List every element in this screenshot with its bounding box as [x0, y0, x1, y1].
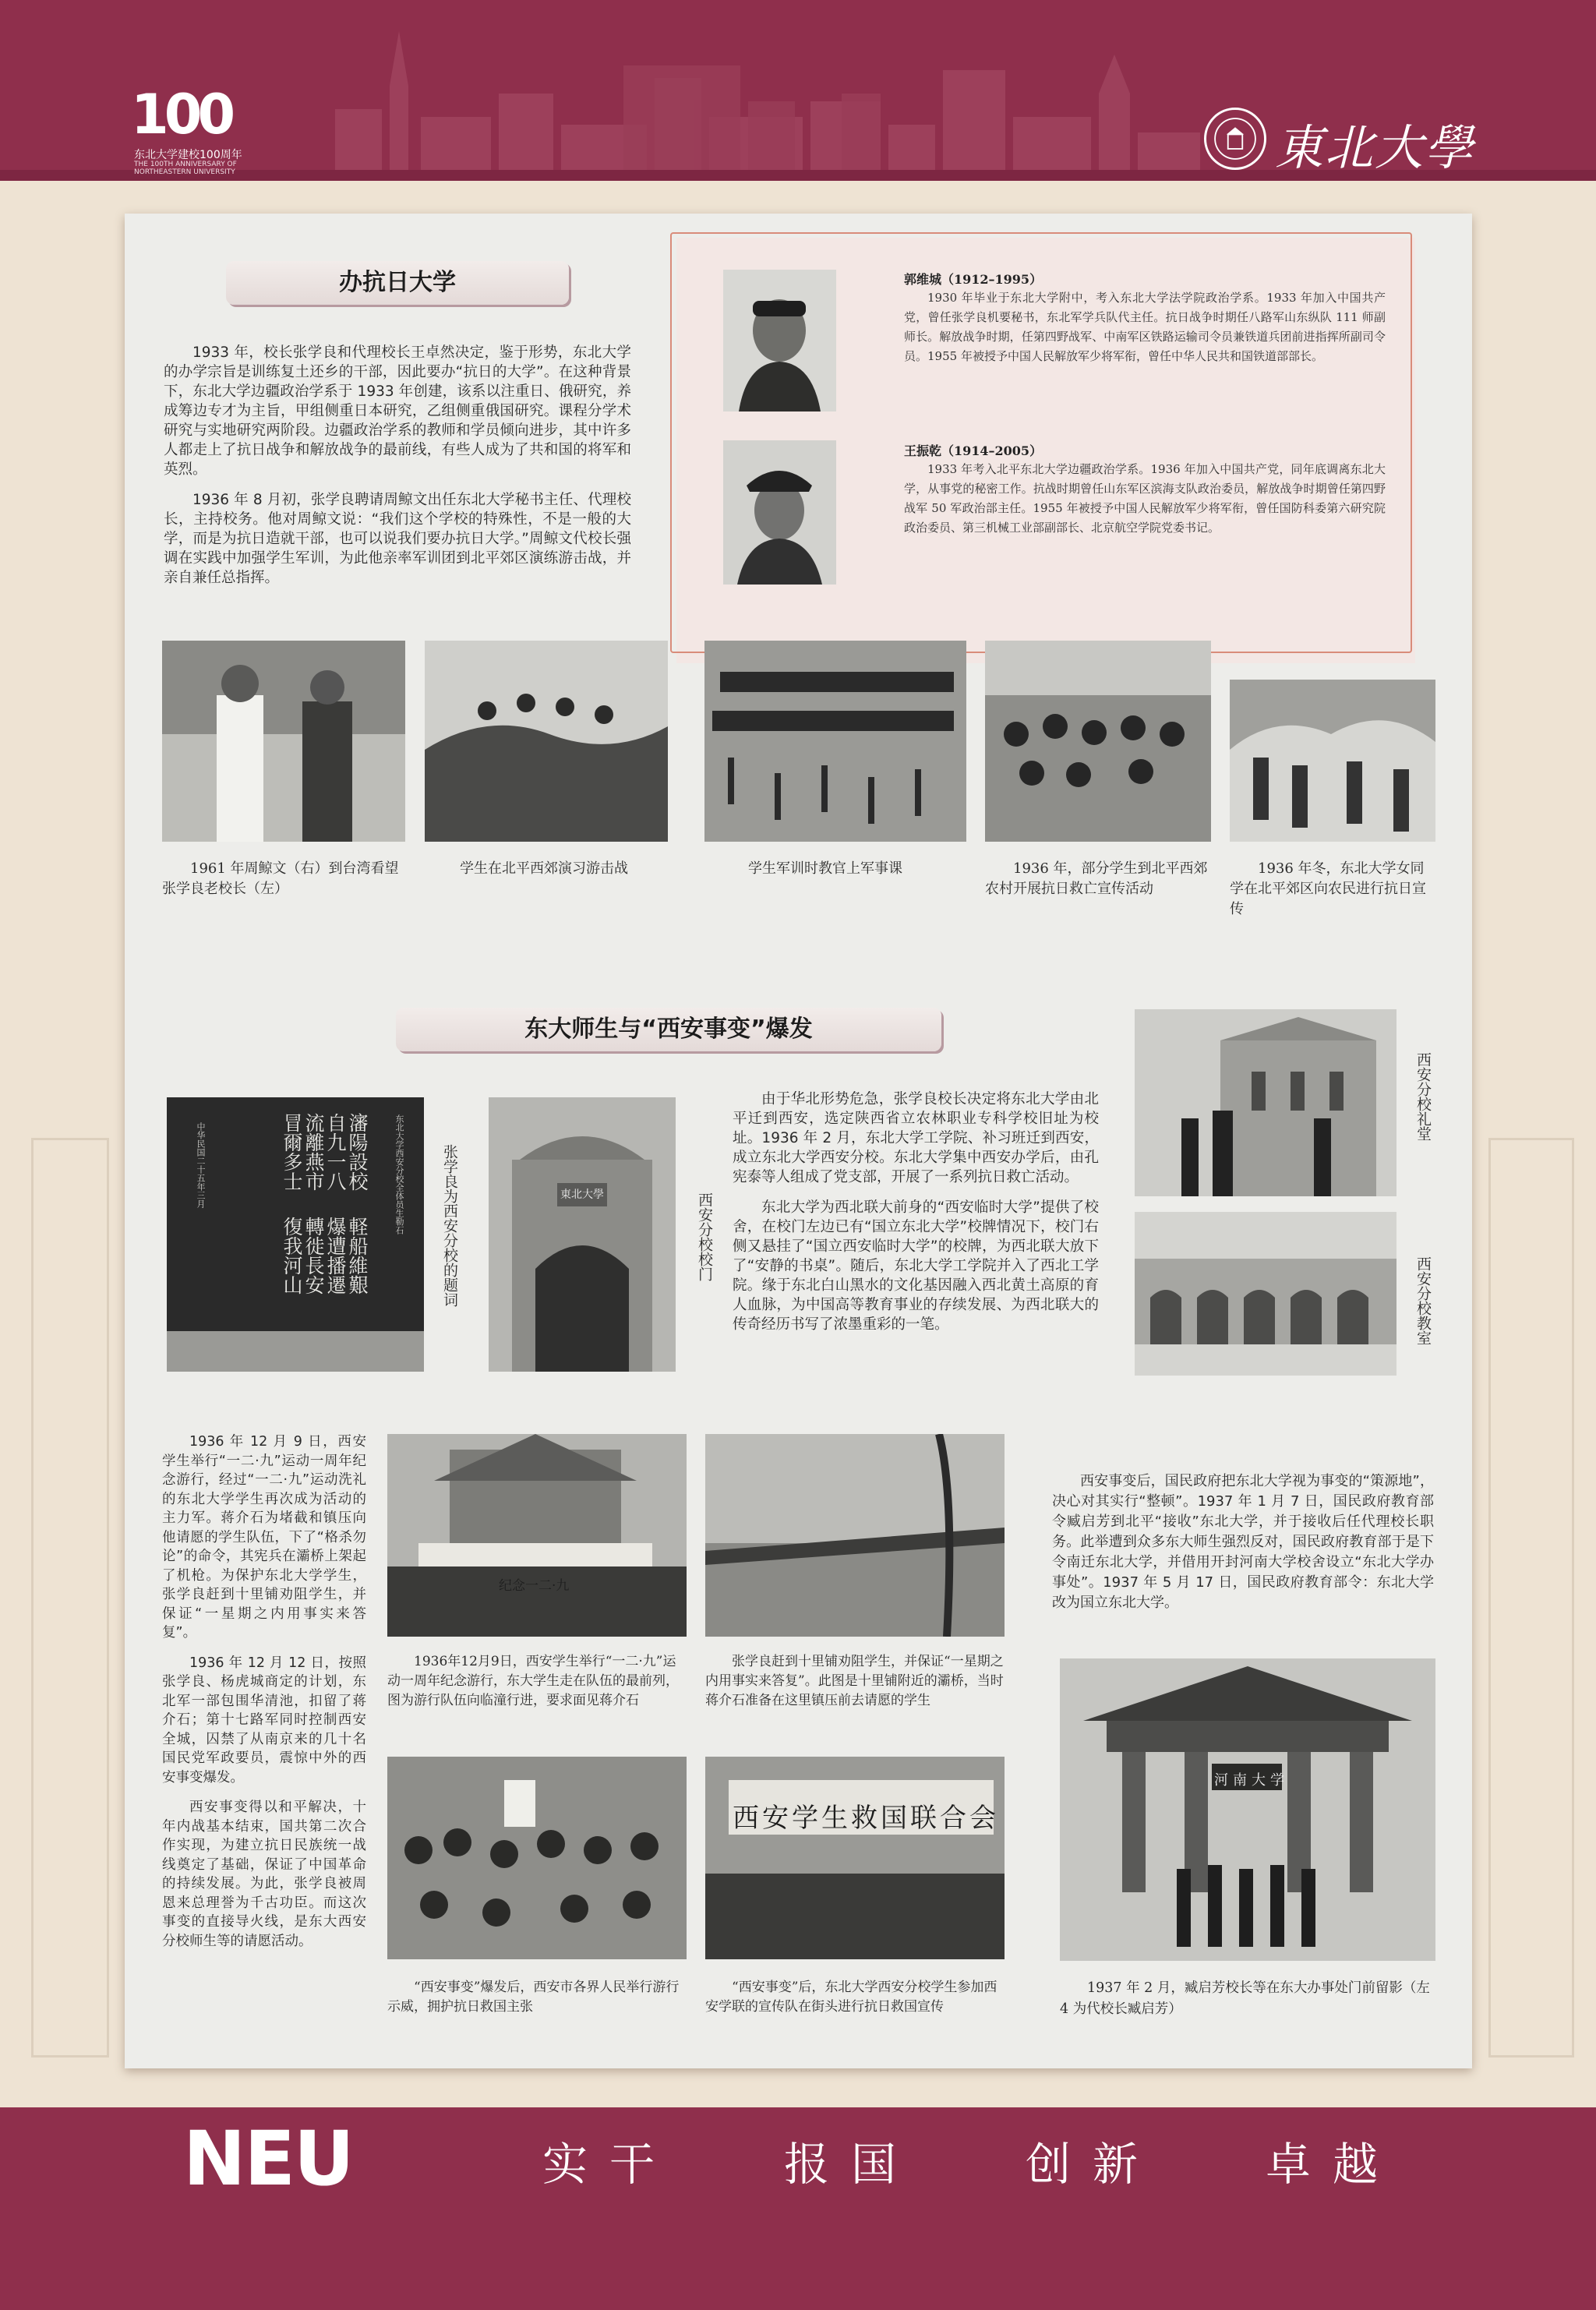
caption: 1936年12月9日，西安学生举行“一二·九”运动一周年纪念游行，东大学生走在队伍的最前列，图为游行队伍向临潼行进，要求面见蒋介石 [387, 1654, 679, 1708]
section2-paragraph: 1936 年 12 月 12 日，按照张学良、杨虎城商定的计划，东北军一部包围华清池，扣留了蒋介石；第十七路军同时控制西安全城，囚禁了从南京来的几十名国民党军政要员，震惊中外的西安事变爆发。 [162, 1655, 366, 1785]
caption: 1961 年周鲸文（右）到台湾看望张学良老校长（左） [162, 860, 399, 897]
section2-paragraph: 西安事变得以和平解决，十年内战基本结束，国共第二次合作实现，为建立抗日民族统一战线奠定了基础，保证了中国革命的持续发展。为此，张学良被周恩来总理誉为千古功臣。而这次事变的直接导火线，是东大西安分校师生等的请愿活动。 [162, 1800, 366, 1949]
bio-name: 王振乾（1914–2005） [904, 443, 1043, 458]
anniversary-subtitle: THE 100TH ANNIVERSARY OF NORTHEASTERN UNIVERSITY [134, 161, 237, 176]
photo-baqiao-bridge [705, 1434, 1005, 1637]
header-band [0, 0, 1596, 181]
stele-dedication: 东北大学西安分校全体员生勒石 [394, 1114, 404, 1234]
vertical-caption: 张学良为西安分校的题词 [441, 1144, 458, 1307]
photo-branch-gate [489, 1097, 676, 1372]
background-column-left [31, 1138, 109, 2057]
photo-rural-propaganda [985, 641, 1211, 842]
caption: 学生军训时教官上军事课 [748, 860, 902, 877]
bio-text: 1933 年考入北平东北大学边疆政治学系。1936 年加入中国共产党，同年底调离东北大学，从事党的秘密工作。抗战时期曾任山东军区滨海支队政治委员，解放战争时期曾任第四野战军 50 军政治部主任。1955 年被授予中国人民解放军少将军衔，曾任国防科委第六研究院政治委员、第三机械工业部副部长、北京航空学院党委书记。 [904, 462, 1386, 535]
caption: 学生在北平西郊演习游击战 [460, 860, 628, 877]
section2-paragraph: 西安事变后，国民政府把东北大学视为事变的“策源地”，决心对其实行“整顿”。1937 年 1 月 7 日，国民政府教育部令臧启芳到北平“接收”东北大学，并于接收后任代理校长职务。此举遭到众多东大师生强烈反对，国民政府教育部于是下令南迁东北大学，并借用开封河南大学校舍设立“东北大学办事处”。1937 年 5 月 17 日，国民政府教育部令：东北大学改为国立东北大学。 [1052, 1473, 1434, 1611]
section2-paragraph: 东北大学为西北联大前身的“西安临时大学”提供了校舍，在校门左边已有“国立东北大学”校牌情况下，校门右侧又悬挂了“国立西安临时大学”的校牌，为西北联大放下了“安静的书桌”。随后，东北大学工学院并入了西北工学院。缘于东北白山黑水的文化基因融入西北黄土高原的育人血脉，为中国高等教育事业的存续发展、为西北联大的传奇经历书写了浓墨重彩的一笔。 [733, 1199, 1099, 1333]
background-column-right [1488, 1138, 1574, 2057]
photo-female-students [1230, 680, 1435, 842]
banner-text: 西安学生救国联合会 [733, 1803, 999, 1834]
section2-paragraph: 1936 年 12 月 9 日，西安学生举行“一二·九”运动一周年纪念游行，经过“一二·九”运动洗礼的东北大学学生再次成为活动的主力军。蒋介石为堵截和镇压向他请愿的学生队伍，下了“格杀勿论”的命令，其宪兵在灞桥上架起了机枪。为保护东北大学学生，张学良赶到十里铺劝阻学生，并保证“一星期之内用事实来答复”。 [162, 1434, 366, 1641]
caption: 1936 年冬，东北大学女同学在北平郊区向农民进行抗日宣传 [1230, 860, 1426, 917]
stele-date: 中华民国二十五年三月 [196, 1122, 206, 1208]
bio-name: 郭维城（1912–1995） [904, 272, 1043, 287]
photo-demonstration [387, 1757, 687, 1959]
photo-student-union [705, 1757, 1005, 1959]
photo-guerrilla-drill [425, 641, 668, 842]
section1-paragraph: 1933 年，校长张学良和代理校长王卓然决定，鉴于形势，东北大学的办学宗旨是训练复土还乡的干部，因此要办“抗日的大学”。在这种背景下，东北大学边疆政治学系于 1933 年创建，该系以注重日、俄研究，养成筹边专才为主旨，甲组侧重日本研究，乙组侧重俄国研究。课程分学术研究与实地研究两阶段。边疆政治学系的教师和学员倾向进步，其中许多人都走上了抗日战争和解放战争的最前线，有些人成为了共和国的将军和英烈。 [164, 344, 631, 478]
stele-text [281, 1113, 368, 1308]
gate-plaque: 東北大學 [560, 1189, 604, 1201]
photo-military-class [704, 641, 966, 842]
slogan-word: 实干 [542, 2138, 677, 2191]
portrait-guo-weicheng [723, 270, 836, 411]
caption: “西安事变”后，东北大学西安分校学生参加西安学联的宣传队在街头进行抗日救国宣传 [705, 1980, 998, 2015]
section1-paragraph: 1936 年 8 月初，张学良聘请周鲸文出任东北大学秘书主任、代理校长，主持校务。他对周鲸文说：“我们这个学校的特殊性，不是一般的大学，而是为抗日造就干部，也可以说我们要办抗日大学。”周鲸文代校长强调在实践中加强学生军训，为此他亲率军训团到北平郊区演练游击战，并亲自兼任总指挥。 [164, 492, 631, 586]
section2-right-body [1052, 1471, 1434, 1624]
vertical-caption: 西安分校教室 [1414, 1256, 1432, 1345]
section1-body [164, 343, 631, 599]
anniversary-title: 东北大学建校100周年 [134, 149, 242, 161]
section2-main-body [733, 1090, 1099, 1345]
caption: 1937 年 2 月，臧启芳校长等在东大办事处门前留影（左 4 为代校长臧启芳） [1060, 1980, 1430, 2017]
section2-paragraph: 由于华北形势危急，张学良校长决定将东北大学由北平迁到西安，选定陕西省立农林职业专科学校旧址为校址。1936 年 2 月，东北大学工学院、补习班迁到西安，成立东北大学西安分校。东北大学集中西安办学后，由孔宪泰等人组成了党支部，开展了一系列抗日救亡活动。 [733, 1091, 1099, 1185]
caption: 1936 年，部分学生到北平西郊农村开展抗日救亡宣传活动 [985, 860, 1208, 897]
stele-line: 自九一八 爆遭播遷 [324, 1113, 347, 1295]
portrait-wang-zhenqian [723, 440, 836, 585]
bio-text: 1930 年毕业于东北大学附中，考入东北大学法学院政治学系。1933 年加入中国共产党，曾任张学良机要秘书，东北军学兵队代主任。抗日战争时期任八路军山东纵队 111 师副师长。解放战争时期，任第四野战军、中南军区铁路运输司令员兼铁道兵团前进指挥所副司令员。1955 年被授予中国人民解放军少将军衔，曾任中华人民共和国铁道部部长。 [904, 291, 1386, 363]
photo-henan-university-gate [1060, 1658, 1435, 1961]
photo-branch-classroom [1135, 1212, 1396, 1376]
photo-129-march [387, 1434, 687, 1637]
slogan-word: 报国 [784, 2138, 919, 2191]
vertical-caption: 西安分校礼堂 [1414, 1052, 1432, 1141]
stele-line: 流離燕市 轉徙長安 [302, 1113, 325, 1295]
slogan-word: 卓越 [1266, 2138, 1400, 2191]
vertical-caption: 西安分校校门 [696, 1192, 713, 1281]
banner-text: 纪念一二·九 [499, 1578, 570, 1594]
anniversary-number: 100 [131, 83, 231, 147]
section2-left-body [162, 1432, 366, 1962]
neu-logo: NEU [183, 2115, 353, 2202]
section-title-kangri: 办抗日大学 [226, 261, 569, 305]
photo-zhou-zhang-taiwan [162, 641, 405, 842]
slogan-word: 创新 [1026, 2138, 1160, 2191]
henan-plaque: 河南大学 [1214, 1772, 1289, 1789]
stele-line: 冒爾多士 復我河山 [281, 1113, 303, 1295]
photo-branch-hall [1135, 1009, 1396, 1196]
stele-line: 瀋陽設校 軽船維艱 [346, 1113, 369, 1295]
university-name-logo: 東北大學 [1275, 119, 1475, 176]
university-emblem-icon [1204, 108, 1266, 170]
caption: “西安事变”爆发后，西安市各界人民举行游行示威，拥护抗日救国主张 [387, 1980, 680, 2015]
caption: 张学良赶到十里铺劝阻学生，并保证“一星期之内用事实来答复”。此图是十里铺附近的灞桥，当时蒋介石准备在这里镇压前去请愿的学生 [705, 1654, 1004, 1708]
section-title-xian-incident: 东大师生与“西安事变”爆发 [396, 1008, 941, 1051]
